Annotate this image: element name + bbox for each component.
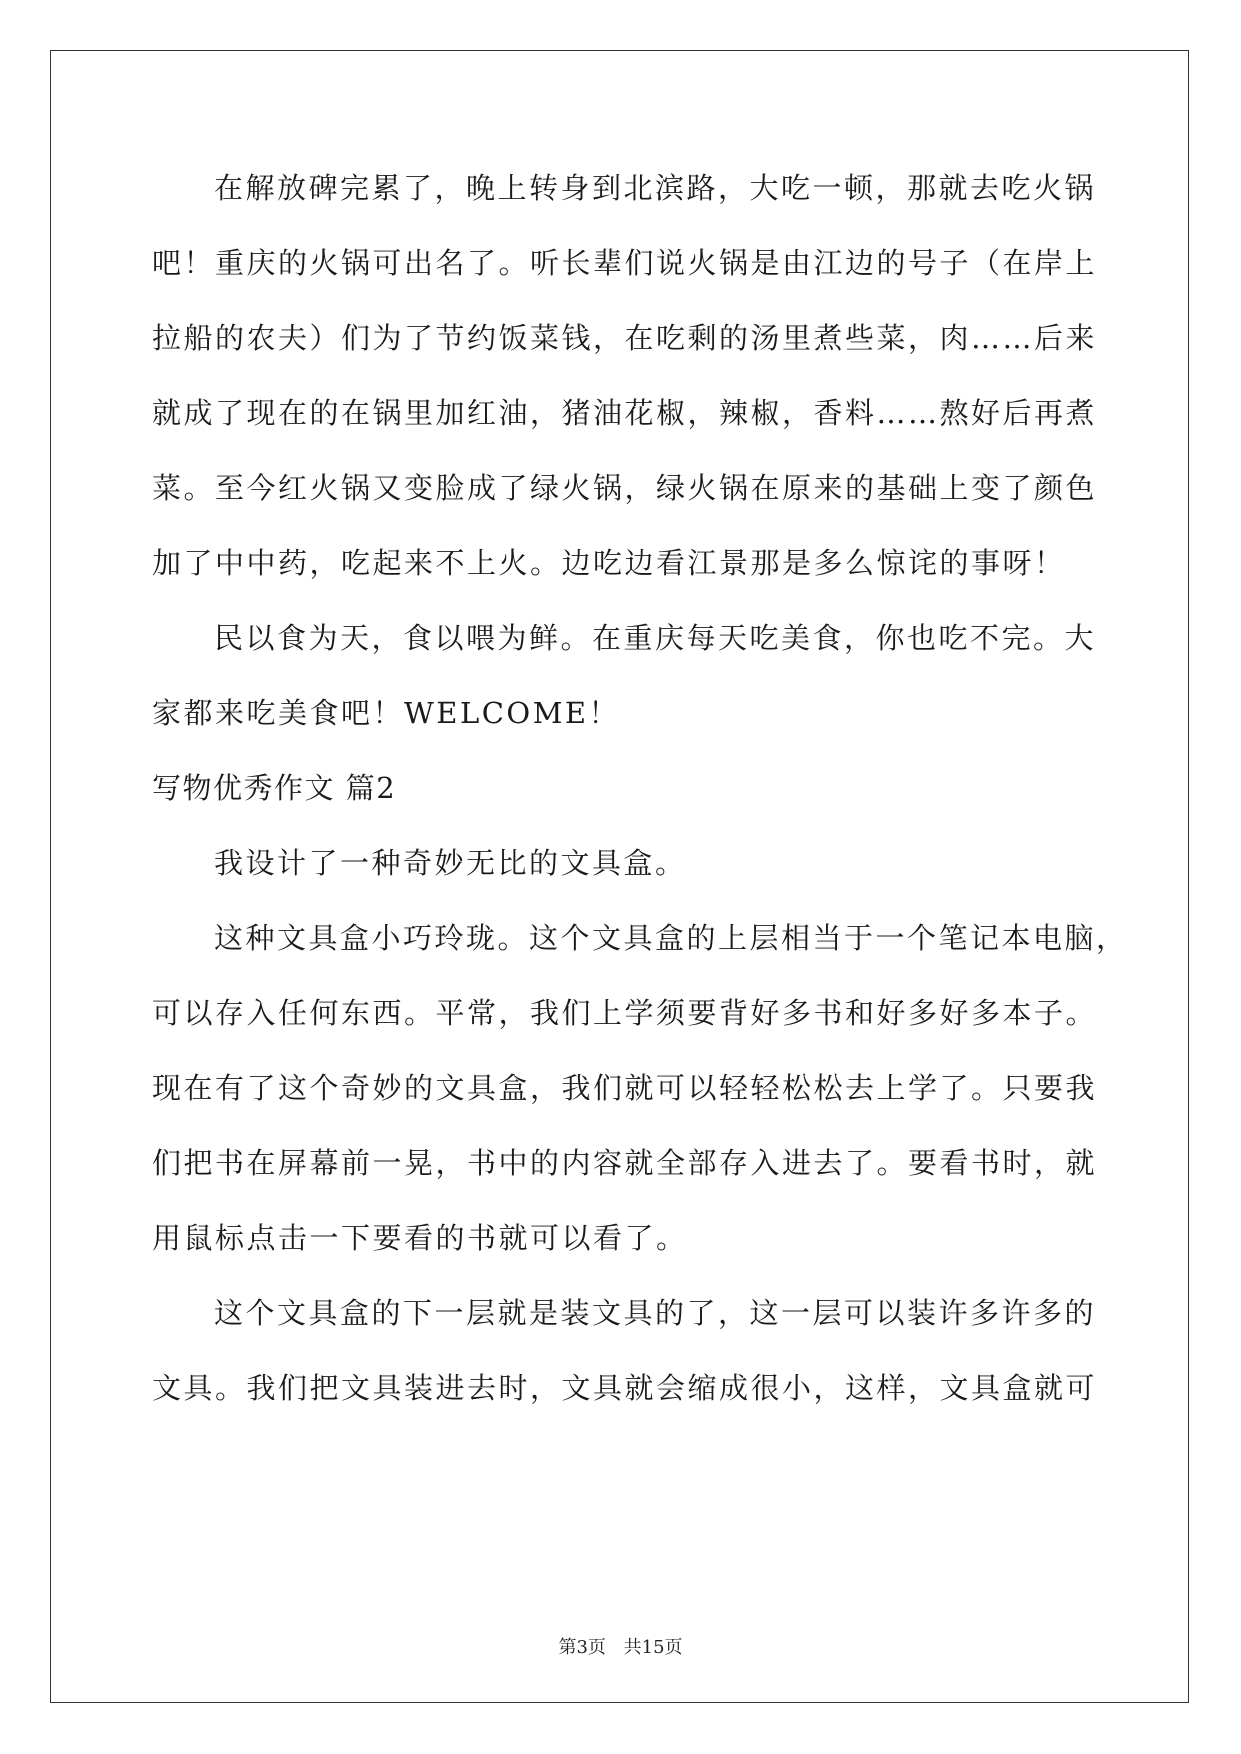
text-line: 现在有了这个奇妙的文具盒，我们就可以轻轻松松去上学了。只要我 [152,1071,1098,1105]
text-line: 我设计了一种奇妙无比的文具盒。 [214,846,687,880]
page-footer [0,1636,1241,1660]
text-line: 们把书在屏幕前一晃，书中的内容就全部存入进去了。要看书时，就 [152,1146,1098,1180]
text-line: 拉船的农夫）们为了节约饭菜钱，在吃剩的汤里煮些菜，肉……后来 [152,321,1098,355]
text-line: 文具。我们把文具装进去时，文具就会缩成很小，这样，文具盒就可 [152,1371,1098,1405]
section-heading: 写物优秀作文 篇2 [152,771,397,805]
text-line: 这种文具盒小巧玲珑。这个文具盒的上层相当于一个笔记本电脑， [214,921,1128,955]
text-line: 用鼠标点击一下要看的书就可以看了。 [152,1221,688,1255]
text-line: 可以存入任何东西。平常，我们上学须要背好多书和好多好多本子。 [152,996,1098,1030]
text-line: 在解放碑完累了，晚上转身到北滨路，大吃一顿，那就去吃火锅 [214,171,1097,205]
text-line: 这个文具盒的下一层就是装文具的了，这一层可以装许多许多的 [214,1296,1097,1330]
page-number: 第3页 [558,1637,606,1658]
page-total: 共15页 [623,1637,683,1658]
text-line: 菜。至今红火锅又变脸成了绿火锅，绿火锅在原来的基础上变了颜色 [152,471,1098,505]
text-line: 加了中中药，吃起来不上火。边吃边看江景那是多么惊诧的事呀！ [152,546,1066,580]
text-line: 民以食为天，食以喂为鲜。在重庆每天吃美食，你也吃不完。大 [214,621,1097,655]
text-line: 家都来吃美食吧！WELCOME！ [152,696,621,730]
text-line: 吧！重庆的火锅可出名了。听长辈们说火锅是由江边的号子（在岸上 [152,246,1098,280]
text-line: 就成了现在的在锅里加红油，猪油花椒，辣椒，香料……熬好后再煮 [152,396,1098,430]
